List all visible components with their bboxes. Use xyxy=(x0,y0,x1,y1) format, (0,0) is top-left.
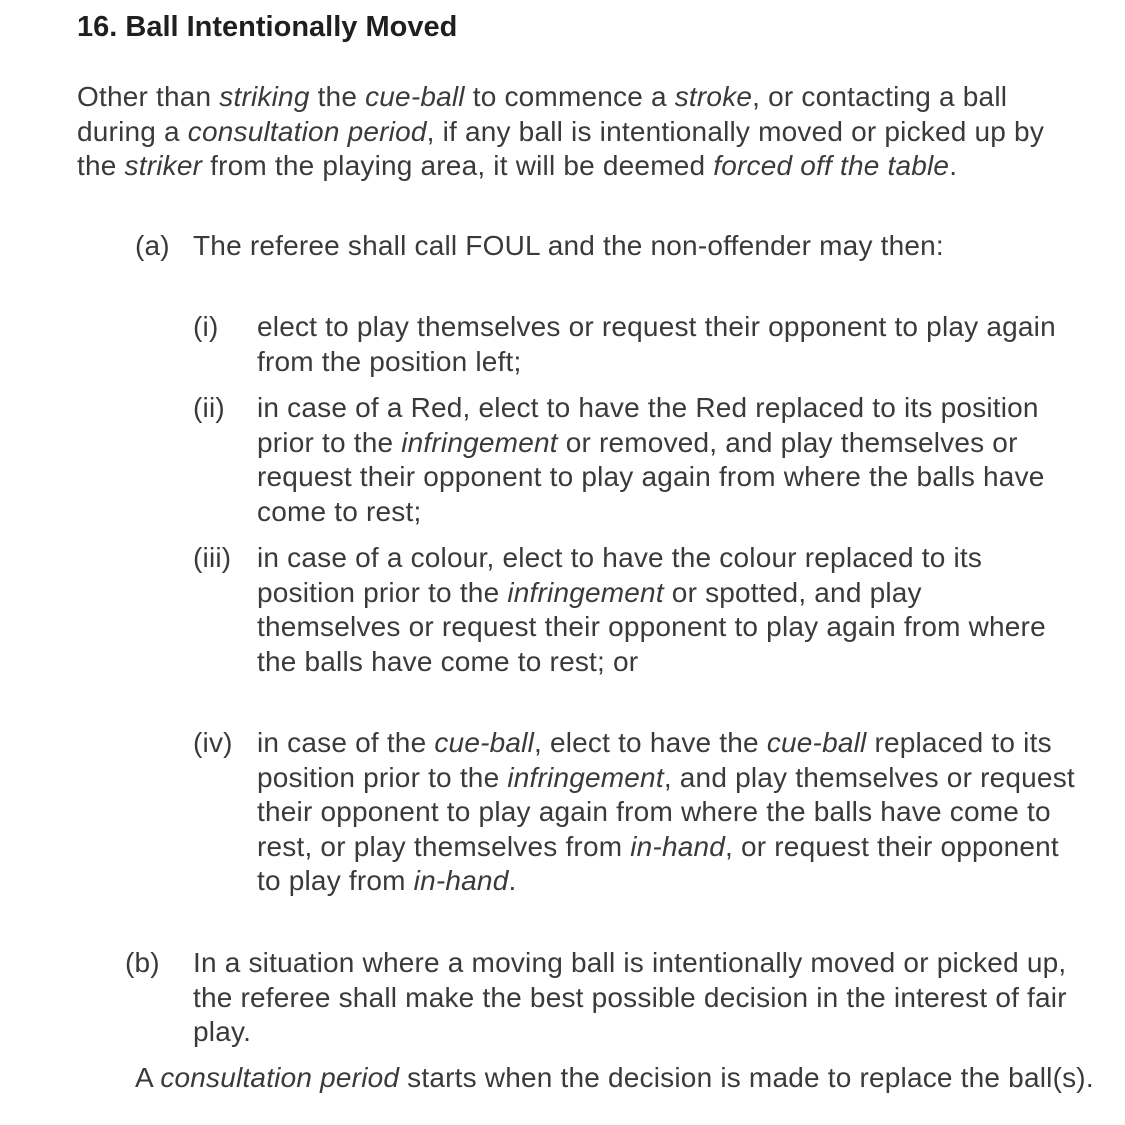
consultation-note: A consultation period starts when the decision is made to replace the ball(s). xyxy=(135,1062,1094,1093)
clause-label: (a) xyxy=(135,230,170,261)
subclause-label: (i) xyxy=(193,311,219,342)
subclause-label: (ii) xyxy=(193,392,225,423)
subclause-label: (iii) xyxy=(193,542,232,573)
subclause-text: elect to play themselves or request their opponent to play again from the position left; xyxy=(257,311,1056,377)
intro-paragraph: Other than striking the cue-ball to commence a stroke, or contacting a ball during a consultation period, if any ball is intentionally moved or picked up by the striker from the playing area, it will be deemed forced off the table. xyxy=(77,81,1045,181)
clause-text: The referee shall call FOUL and the non-offender may then: xyxy=(193,230,944,261)
clause-text: In a situation where a moving ball is intentionally moved or picked up, the referee shall make the best possible decision in the interest of fair play. xyxy=(193,947,1067,1047)
subclause-text: in case of a colour, elect to have the colour replaced to its position prior to the infringement or spotted, and play themselves or request their opponent to play again from where the balls have come to rest; or xyxy=(257,542,1046,677)
subclause-text: in case of a Red, elect to have the Red replaced to its position prior to the infringement or removed, and play themselves or request their opponent to play again from where the balls have come to rest; xyxy=(257,392,1045,527)
subclause-text: in case of the cue-ball, elect to have the cue-ball replaced to its position prior to the infringement, and play themselves or request their opponent to play again from where the balls have come to rest, or play themselves from in-hand, or request their opponent to play from in-hand. xyxy=(257,727,1075,896)
clause-label: (b) xyxy=(125,947,160,978)
subclause-label: (iv) xyxy=(193,727,233,758)
section-heading: 16. Ball Intentionally Moved xyxy=(77,11,458,43)
